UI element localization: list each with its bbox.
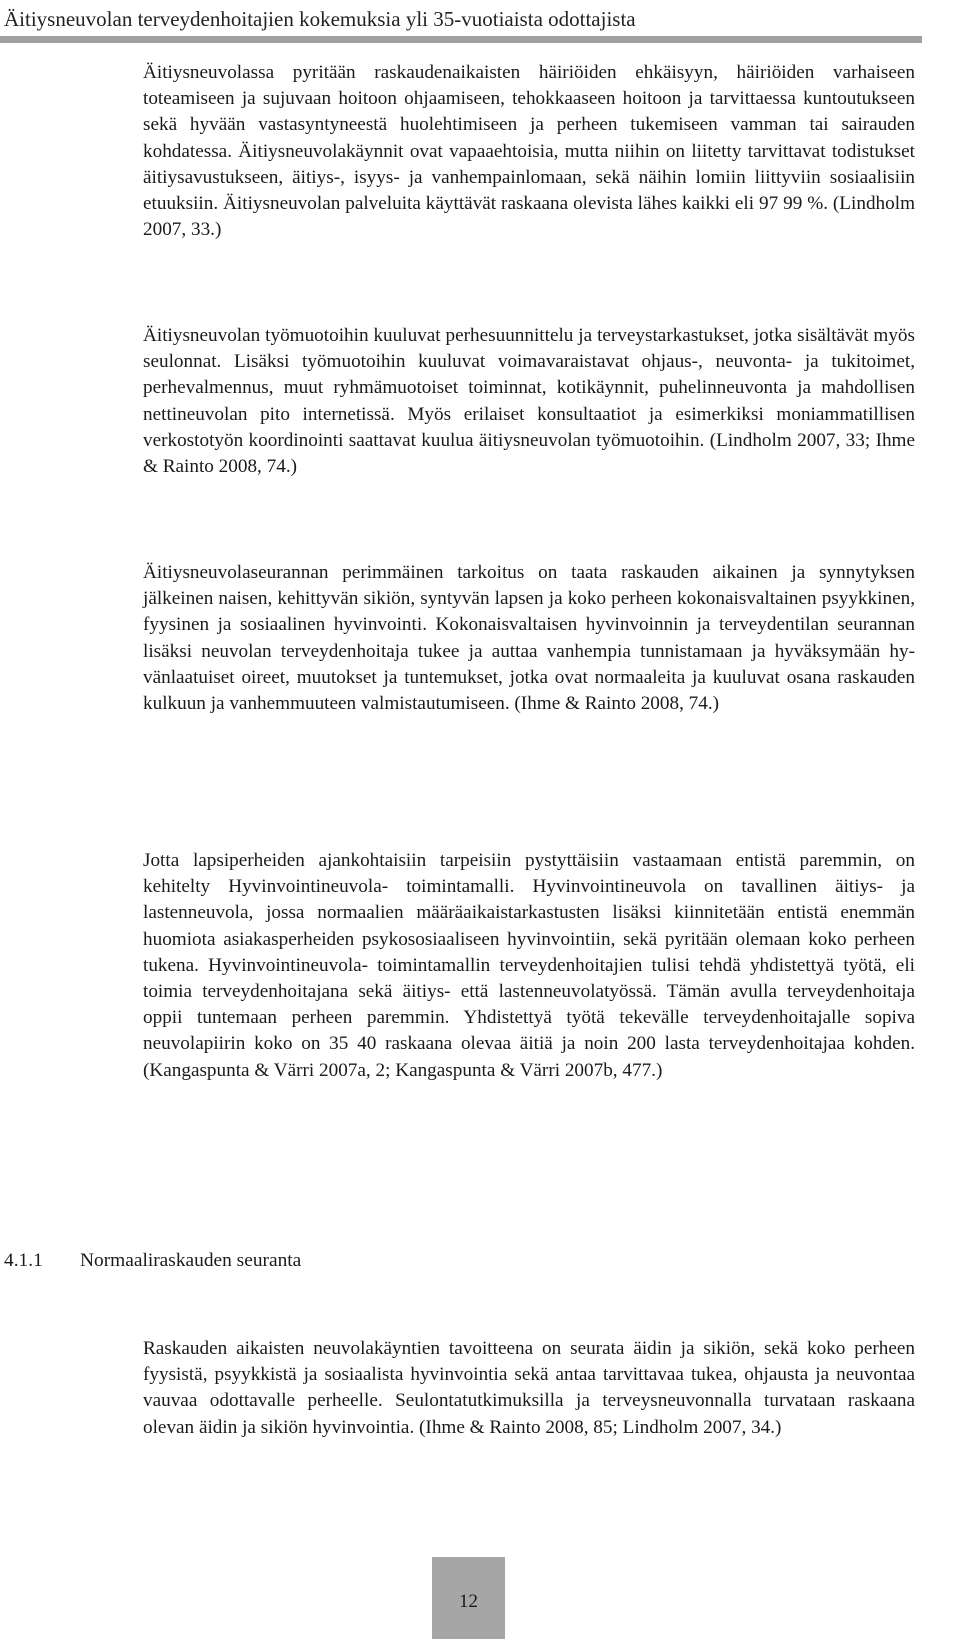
paragraph-clinic-work-forms: Äitiysneuvolan työmuotoihin kuuluvat perhesuunnittelu ja terveystarkastukset, jotka sisältävät myös seulonnat. Lisäksi työmuotoihin kuuluvat voimavaraistavat ohjaus-, neuvonta- ja tukitoimet, perhevalmennus, muut ryhmämuotoiset toiminnat, kotikäynnit, puhelinneuvonta ja mahdollisen nettineuvolan pito internetissä. Myös erilaiset konsultaatiot ja esimerkiksi moniammatillisen verkostotyön koordinointi saattavat kuulua äitiysneuvolan työmuotoihin. (Lindholm 2007, 33; Ihme & Rainto 2008, 74.) <box>143 325 915 478</box>
running-header: Äitiysneuvolan terveydenhoitajien kokemuksia yli 35-vuotiaista odottajista <box>4 7 636 31</box>
paragraph-monitoring-purpose: Äitiysneuvolaseurannan perimmäinen tarkoitus on taata raskauden aikainen ja synnytyksen jälkeinen naisen, kehittyvän sikiön, syntyvän lapsen ja koko perheen kokonaisvaltainen psyykkinen, fyysinen ja sosiaalinen hyvinvointi. Kokonaisvaltaisen hyvinvoinnin ja terveydentilan seurannan lisäksi neuvolan terveydenhoitaja tukee ja auttaa vanhempia tunnistamaan ja hyväksymään hyvänlaatuiset oireet, muutokset ja tuntemukset, jotka ovat normaaleita ja kuuluvat osana raskauden kulkuun ja vanhemmuuteen valmistautumiseen. (Ihme & Rainto 2008, 74.) <box>143 562 915 715</box>
header-rule <box>0 36 922 43</box>
paragraph-wellbeing-clinic-model: Jotta lapsiperheiden ajankohtaisiin tarpeisiin pystyttäisiin vastaamaan entistä paremmin, on kehitelty Hyvinvointineuvola- toimintamalli. Hyvinvointineuvola on tavallinen äitiys- ja lastenneuvola, jossa normaalien määräaikaistarkastusten lisäksi kiinnitetään entistä enemmän huomiota asiakasperheiden psykososiaaliseen hyvinvointiin, sekä pyritään olemaan koko perheen tukena. Hyvinvointineuvola- toimintamallin terveydenhoitajien tulisi tehdä yhdistettyä työtä, eli toimia terveydenhoitajana sekä äitiys- että lastenneuvolatyössä. Tämän avulla terveydenhoitaja oppii tuntemaan perheen paremmin. Yhdistettyä työtä tekevälle terveydenhoitajalle sopiva neuvolapiirin koko on 35 40 raskaana olevaa äitiä ja noin 200 lasta terveydenhoitajaa kohden. (Kangaspunta & Värri 2007a, 2; Kangaspunta & Värri 2007b, 477.) <box>143 850 915 1081</box>
section-title: Normaaliraskauden seuranta <box>80 1250 302 1271</box>
paragraph-prenatal-clinic-goals: Äitiysneuvolassa pyritään raskaudenaikaisten häiriöiden ehkäisyyn, häiriöiden varhaiseen toteamiseen ja sujuvaan hoitoon ohjaamiseen, tehokkaaseen hoitoon ja tarvittaessa kuntoutukseen sekä hyvään vastasyntyneestä huolehtimiseen ja perheen tukemiseen vamman tai sairauden kohdatessa. Äitiysneuvolakäynnit ovat vapaaehtoisia, mutta niihin on liitetty tarvittavat todistukset äitiysavustukseen, äitiys-, isyys- ja vanhempainlomaan, sekä näihin lomiin liittyviin sosiaalisiin etuuksiin. Äitiysneuvolan palveluita käyttävät raskaana olevista lähes kaikki eli 97 99 %. (Lindholm 2007, 33.) <box>143 62 915 241</box>
paragraph-pregnancy-visits: Raskauden aikaisten neuvolakäyntien tavoitteena on seurata äidin ja sikiön, sekä koko perheen fyysistä, psyykkistä ja sosiaalista hyvinvointia sekä antaa tarvittavaa tukea, ohjausta ja neuvontaa vauvaa odottavalle perheelle. Seulontatutkimuksilla ja terveysneuvonnalla turvataan raskaana olevan äidin ja sikiön hyvinvointia. (Ihme & Rainto 2008, 85; Lindholm 2007, 34.) <box>143 1338 915 1438</box>
section-heading <box>4 1248 301 1274</box>
page-number-box <box>432 1557 505 1639</box>
page-number: 12 <box>459 1591 478 1612</box>
section-number: 4.1.1 <box>4 1250 43 1271</box>
